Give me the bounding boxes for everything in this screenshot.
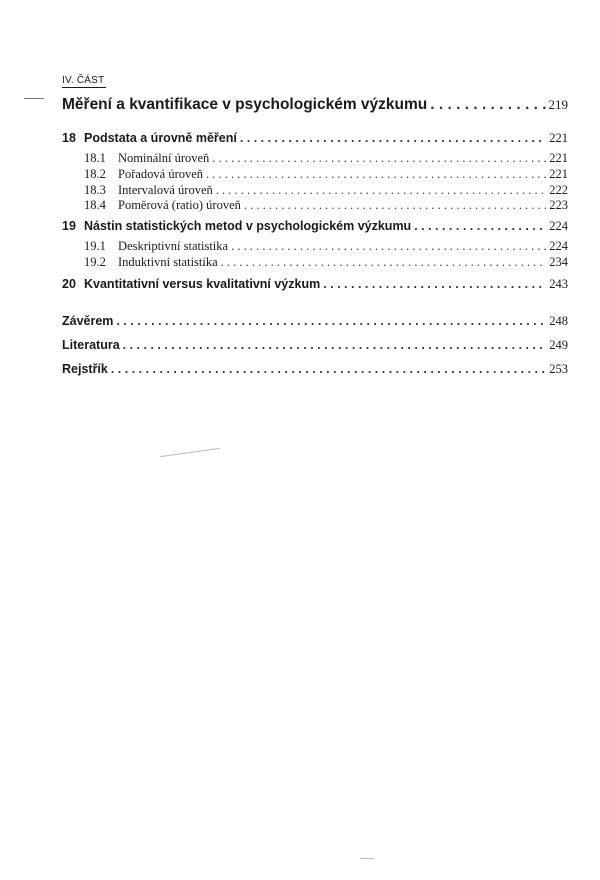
section-title: Poměrová (ratio) úroveň (118, 198, 241, 212)
toc-entry-part[interactable] (62, 96, 568, 114)
part-title: Měření a kvantifikace v psychologickém výzkumu (62, 96, 428, 113)
leader-dots (414, 219, 546, 233)
leader-dots (231, 239, 546, 254)
chapter-number: 19 (62, 219, 76, 233)
leader-dots (221, 255, 547, 270)
page-number: 248 (549, 314, 568, 328)
backmatter-title: Literatura (62, 338, 120, 352)
section-title: Pořadová úroveň (118, 167, 204, 181)
toc-entry-section-18-3[interactable] (84, 183, 568, 198)
toc-entry-literatura[interactable] (62, 338, 568, 353)
page-number: 221 (549, 131, 568, 145)
section-number: 18.4 (84, 198, 106, 212)
backmatter-title: Rejstřík (62, 362, 108, 376)
leader-dots (216, 183, 546, 198)
page-number: 221 (549, 151, 568, 165)
page-number: 249 (549, 338, 568, 352)
backmatter-title: Závěrem (62, 314, 114, 328)
leader-dots (430, 96, 545, 114)
section-number: 19.2 (84, 255, 106, 269)
leader-dots (244, 198, 546, 213)
chapter-title: Kvantitativní versus kvalitativní výzkum (84, 277, 321, 291)
toc-entry-section-19-2[interactable] (84, 255, 568, 270)
chapter-title: Podstata a úrovně měření (84, 131, 237, 145)
leader-dots (111, 362, 546, 376)
chapter-title: Nástin statistických metod v psychologickém výzkumu (84, 219, 412, 233)
toc-entry-section-19-1[interactable] (84, 239, 568, 254)
toc-entry-chapter-19[interactable] (62, 219, 568, 234)
page-number: 224 (549, 239, 568, 253)
section-number: 18.1 (84, 151, 106, 165)
scan-artifact (160, 448, 220, 457)
toc-entry-zaverem[interactable] (62, 314, 568, 329)
section-title: Intervalová úroveň (118, 183, 213, 197)
leader-dots (123, 338, 547, 352)
page-number: 234 (549, 255, 568, 269)
toc-entry-rejstrik[interactable] (62, 362, 568, 377)
leader-dots (116, 314, 546, 328)
toc-entry-chapter-20[interactable] (62, 277, 568, 292)
page-number: 219 (548, 97, 568, 112)
chapter-number: 18 (62, 131, 76, 145)
page-number: 221 (549, 167, 568, 181)
section-number: 19.1 (84, 239, 106, 253)
section-number: 18.2 (84, 167, 106, 181)
leader-dots (206, 167, 546, 182)
leader-dots (212, 151, 546, 166)
part-label: IV. ČÁST (62, 75, 105, 86)
toc-entry-chapter-18[interactable] (62, 131, 568, 146)
page-number: 243 (549, 277, 568, 291)
page-number: 224 (549, 219, 568, 233)
page-number: 223 (549, 198, 568, 212)
chapter-number: 20 (62, 277, 76, 291)
section-number: 18.3 (84, 183, 106, 197)
toc-entry-section-18-2[interactable] (84, 167, 568, 182)
section-title: Deskriptivní statistika (118, 239, 229, 253)
leader-dots (240, 131, 546, 145)
page-number: 222 (549, 183, 568, 197)
toc-entry-section-18-4[interactable] (84, 198, 568, 213)
leader-dots (323, 277, 546, 291)
page-number: 253 (549, 362, 568, 376)
toc-entry-section-18-1[interactable] (84, 151, 568, 166)
section-title: Nominální úroveň (118, 151, 210, 165)
section-title: Induktivní statistika (118, 255, 218, 269)
scan-artifact (360, 858, 374, 859)
margin-mark (24, 98, 44, 99)
